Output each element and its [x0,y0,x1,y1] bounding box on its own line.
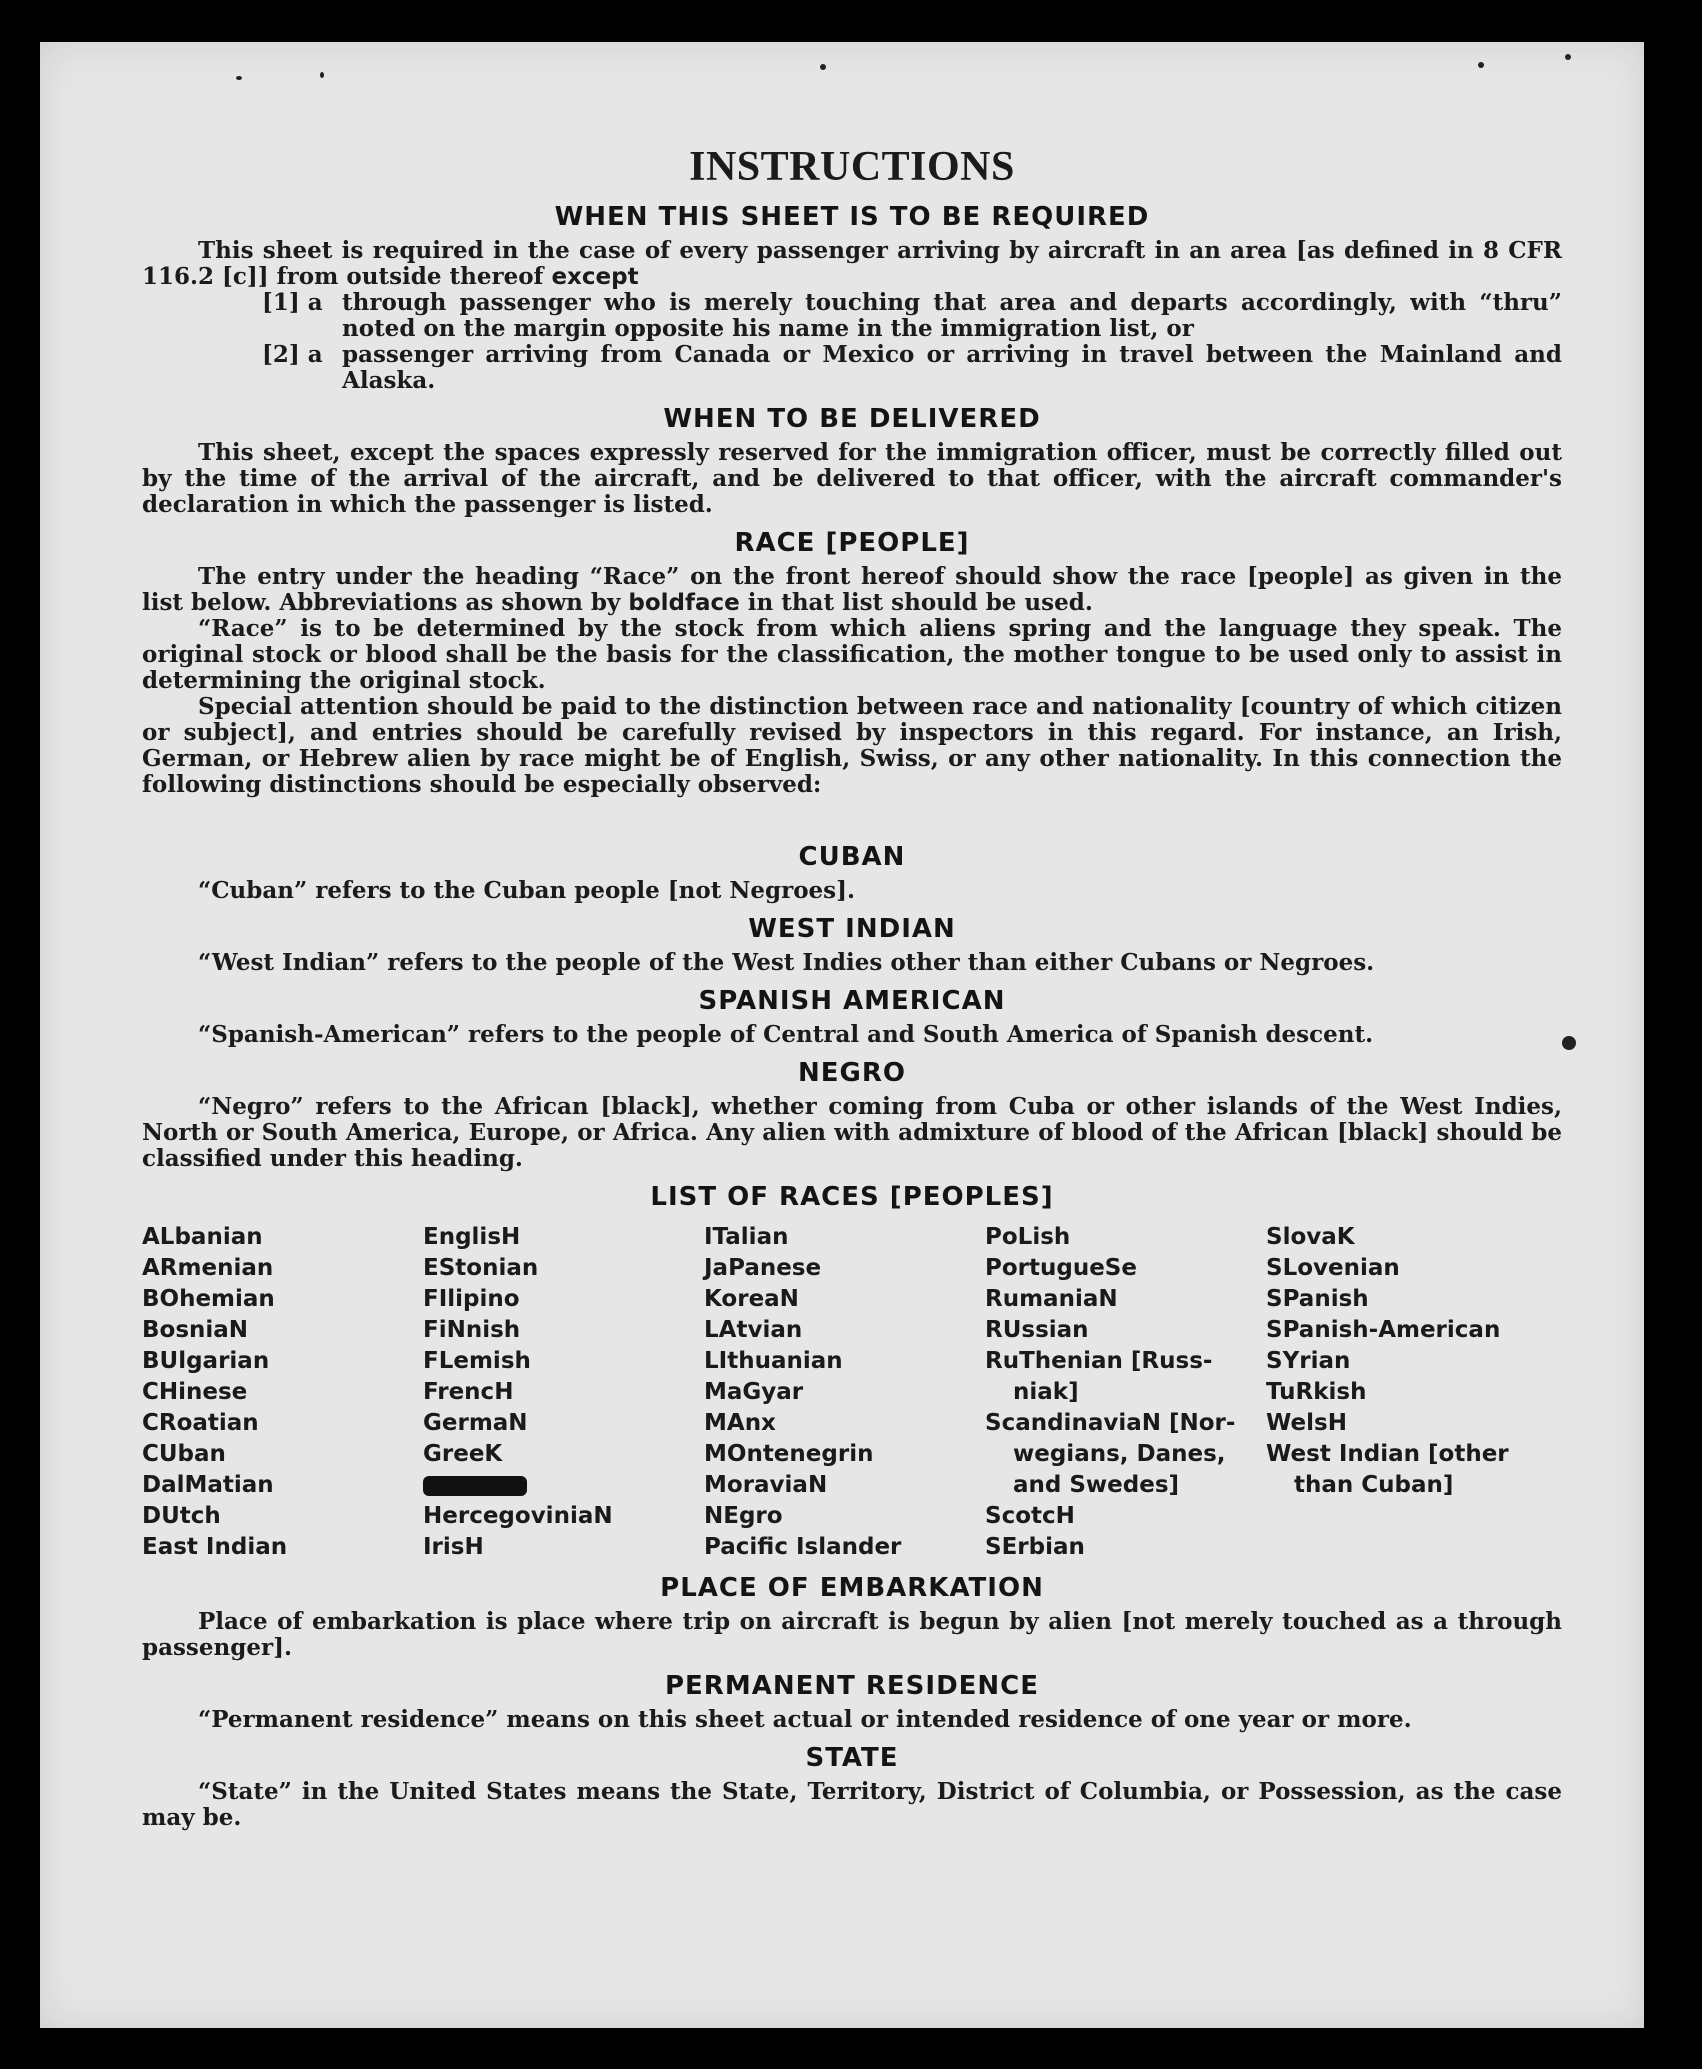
race-item: PortugueSe [985,1255,1137,1282]
race-item: FIlipino [423,1286,520,1313]
paragraph-required-intro: This sheet is required in the case of every passenger arriving by aircraft in an area [as defined in 8 CFR 116.2 [c]] from outside thereof except [142,237,1562,291]
heading-permanent-residence: PERMANENT RESIDENCE [664,1671,1040,1702]
race-item: EnglisH [423,1224,521,1251]
race-item: BUlgarian [142,1348,270,1375]
heading-cuban: CUBAN [798,842,906,873]
heading-state: STATE [805,1743,899,1774]
speck-1 [236,76,242,80]
race-item: East Indian [142,1534,288,1561]
race-item: JaPanese [704,1255,822,1282]
instructions-content [142,142,1562,1831]
race-item: SErbian [985,1534,1085,1561]
race-item: KoreaN [704,1286,799,1313]
heading-negro: NEGRO [798,1058,906,1089]
race-item: MOntenegrin [704,1441,874,1468]
paragraph-race-3: Special attention should be paid to the distinction between race and nationality [country of which citizen or subject], and entries should be carefully revised by inspectors in this regard. For instance, an Irish, German, or Hebrew alien by race might be of English, Swiss, or any other nationality. In this connection the following distinctions should be especially observed: [142,693,1562,799]
race-item: SPanish-American [1266,1317,1501,1344]
race-item: IrisH [423,1534,484,1561]
race-item: FiNnish [423,1317,521,1344]
race-item: WelsH [1266,1410,1347,1437]
race-item: PoLish [985,1224,1071,1251]
race-item: SlovaK [1266,1224,1355,1251]
race-item-west-indian: West Indian [other than Cuban] [1266,1441,1509,1499]
paragraph-permanent-residence: “Permanent residence” means on this sheet actual or intended residence of one year or more. [198,1706,1412,1734]
race-item: BOhemian [142,1286,275,1313]
race-item: DUtch [142,1503,221,1530]
race-item: SYrian [1266,1348,1351,1375]
race-item-scandinavian: ScandinaviaN [Nor- wegians, Danes, and Swedes] [985,1410,1236,1499]
document-page [40,42,1644,2028]
race-item: GreeK [423,1441,503,1468]
clause-1: [1] a through passenger who is merely touching that area and departs accordingly, with “thru” noted on the margin opposite his name in the immigration list, or [262,289,1562,343]
race-item: CRoatian [142,1410,259,1437]
race-item: BosniaN [142,1317,249,1344]
races-column-3 [704,1222,980,1563]
race-item: ITalian [704,1224,789,1251]
race-item: MaGyar [704,1379,804,1406]
race-item: RUssian [985,1317,1089,1344]
race-item: SPanish [1266,1286,1369,1313]
speck-6 [1562,1036,1576,1050]
race-item: Pacific Islander [704,1534,902,1561]
race-item: LAtvian [704,1317,803,1344]
speck-3 [820,64,826,70]
races-column-4 [985,1222,1261,1563]
redaction-mark [423,1476,527,1496]
race-item: CUban [142,1441,226,1468]
race-item: CHinese [142,1379,248,1406]
speck-4 [1478,62,1484,68]
race-item: ALbanian [142,1224,263,1251]
race-item: MoraviaN [704,1472,828,1499]
paragraph-delivered: This sheet, except the spaces expressly reserved for the immigration officer, must be correctly filled out by the time of the arrival of the aircraft, and be delivered to that officer, with the aircraft commander's declaration in which the passenger is listed. [142,439,1562,519]
races-list [142,1222,1562,1563]
heading-when-delivered: WHEN TO BE DELIVERED [663,404,1041,435]
clause-2: [2] a passenger arriving from Canada or Mexico or arriving in travel between the Mainland and Alaska. [262,341,1562,395]
boldface-word: boldface [628,590,740,617]
race-item: NEgro [704,1503,783,1530]
paragraph-race-1: The entry under the heading “Race” on the front hereof should show the race [people] as given in the list below. Abbreviations as shown by boldface in that list should be used. [142,563,1562,617]
heading-embarkation: PLACE OF EMBARKATION [660,1573,1044,1604]
race-item: FLemish [423,1348,531,1375]
race-item: ScotcH [985,1503,1075,1530]
heading-west-indian: WEST INDIAN [748,914,956,945]
race-item: EStonian [423,1255,539,1282]
race-item: LIthuanian [704,1348,843,1375]
paragraph-west-indian: “West Indian” refers to the people of the West Indies other than either Cubans or Negroes. [198,949,1375,977]
race-item: MAnx [704,1410,776,1437]
race-item: TuRkish [1266,1379,1367,1406]
heading-race: RACE [PEOPLE] [734,528,970,559]
speck-5 [1565,54,1571,60]
races-column-1 [142,1222,418,1563]
paragraph-spanish-american: “Spanish-American” refers to the people of Central and South America of Spanish descent. [198,1021,1374,1049]
race-item: SLovenian [1266,1255,1400,1282]
paragraph-embarkation: Place of embarkation is place where trip on aircraft is begun by alien [not merely touched as a through passenger]. [142,1608,1562,1662]
heading-when-required: WHEN THIS SHEET IS TO BE REQUIRED [554,202,1150,233]
race-item: RumaniaN [985,1286,1118,1313]
paragraph-cuban: “Cuban” refers to the Cuban people [not Negroes]. [198,877,856,905]
races-column-5 [1266,1222,1542,1563]
paragraph-state: “State” in the United States means the State, Territory, District of Columbia, or Possession, as the case may be. [142,1778,1562,1832]
races-column-2 [423,1222,699,1563]
paragraph-race-2: “Race” is to be determined by the stock from which aliens spring and the language they speak. The original stock or blood shall be the basis for the classification, the mother tongue to be used only to assist in determining the original stock. [142,615,1562,695]
race-item-ruthenian: RuThenian [Russ- niak] [985,1348,1213,1406]
race-item: FrencH [423,1379,514,1406]
paragraph-negro: “Negro” refers to the African [black], whether coming from Cuba or other islands of the West Indies, North or South America, Europe, or Africa. Any alien with admixture of blood of the African [black] should be classified under this heading. [142,1093,1562,1173]
heading-list-of-races: LIST OF RACES [PEOPLES] [650,1182,1054,1213]
race-item: DalMatian [142,1472,274,1499]
race-item: HercegoviniaN [423,1503,613,1530]
document-title: INSTRUCTIONS [689,144,1015,190]
heading-spanish-american: SPANISH AMERICAN [698,986,1006,1017]
except-bold: except [551,264,639,291]
speck-2 [320,72,324,78]
race-item: GermaN [423,1410,528,1437]
redacted-entry [423,1470,699,1501]
race-item: ARmenian [142,1255,274,1282]
